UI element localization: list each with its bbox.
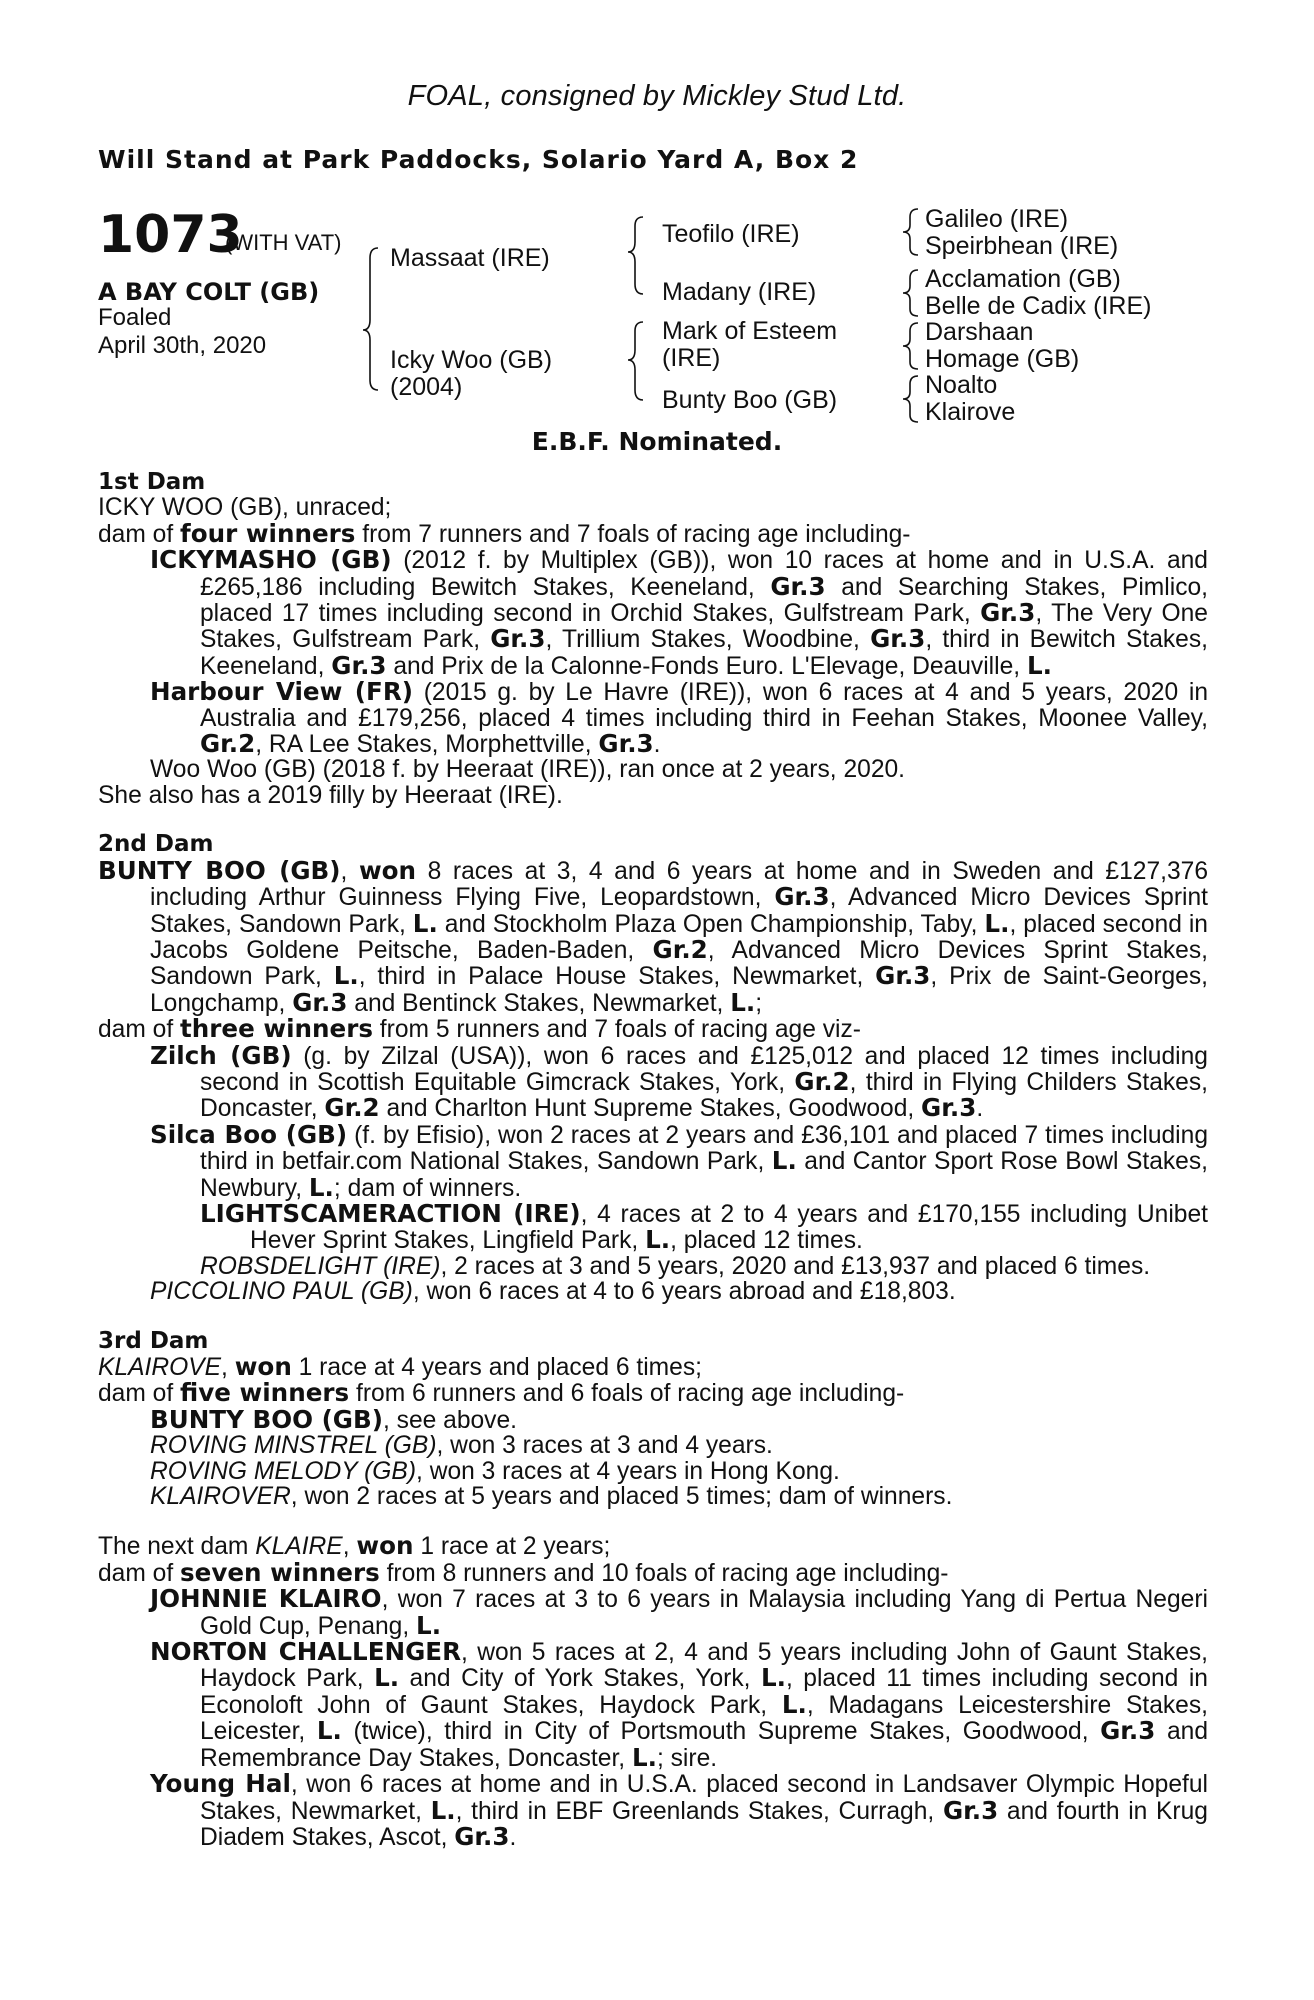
pedigree-dam-dam: Bunty Boo (GB) xyxy=(662,386,838,414)
pedigree-sds: Acclamation (GB) xyxy=(925,265,1121,293)
catalogue-body xyxy=(98,470,1208,1850)
second-dam-entry-silca-boo: Silca Boo (GB) (f. by Efisio), won 2 races at 2 years and £36,101 and placed 7 times including third in betfair.com National Stakes, Sandown Park, L. and Cantor Sport Rose Bowl Stakes, Newbury, L.; dam of winners. xyxy=(150,1119,1208,1202)
pedigree-sss: Galileo (IRE) xyxy=(925,205,1069,233)
first-dam-entry-harbour-view: Harbour View (FR) (2015 g. by Le Havre (IRE)), won 6 races at 4 and 5 years, 2020 in Australia and £179,256, placed 4 times including third in Feehan Stakes, Moonee Valley, Gr.2, RA Lee Stakes, Morphettville, Gr.3. xyxy=(150,677,1208,759)
first-dam-produce-summary: dam of four winners from 7 runners and 7 foals of racing age including- xyxy=(98,518,911,548)
vat-note: (WITH VAT) xyxy=(225,230,342,255)
second-dam-entry-piccolino-paul: PICCOLINO PAUL (GB), won 6 races at 4 to 6 years abroad and £18,803. xyxy=(150,1278,956,1306)
second-dam-intro: BUNTY BOO (GB), won 8 races at 3, 4 and 6 years at home and in Sweden and £127,376 including Arthur Guinness Flying Five, Leopardstown, Gr.3, Advanced Micro Devices Sprint Stakes, Sandown Park, L. and Stockholm Plaza Open Championship, Taby, L., placed second in Jacobs Goldene Peitsche, Baden-Baden, Gr.2, Advanced Micro Devices Sprint Stakes, Sandown Park, L., third in Palace House Stakes, Newmarket, Gr.3, Prix de Saint-Georges, Longchamp, Gr.3 and Bentinck Stakes, Newmarket, L.; xyxy=(98,855,1209,1017)
second-dam-entry-zilch: Zilch (GB) (g. by Zilzal (USA)), won 6 races and £125,012 and placed 12 times including second in Scottish Equitable Gimcrack Stakes, York, Gr.2, third in Flying Childers Stakes, Doncaster, Gr.2 and Charlton Hunt Supreme Stakes, Goodwood, Gr.3. xyxy=(150,1040,1208,1123)
next-dam-intro: The next dam KLAIRE, won 1 race at 2 years; xyxy=(98,1531,611,1561)
next-dam-produce-summary: dam of seven winners from 8 runners and 10 foals of racing age including- xyxy=(98,1557,949,1587)
pedigree-dam-sire-suffix: (IRE) xyxy=(662,344,721,372)
second-dam-entry-robsdelight: ROBSDELIGHT (IRE), 2 races at 3 and 5 years, 2020 and £13,937 and placed 6 times. xyxy=(200,1252,1151,1280)
consignor-line: FOAL, consigned by Mickley Stud Ltd. xyxy=(407,80,907,112)
pedigree-dam: Icky Woo (GB) xyxy=(390,346,553,374)
third-dam-entry-klairover: KLAIROVER, won 2 races at 5 years and placed 5 times; dam of winners. xyxy=(150,1483,953,1511)
pedigree-sdd: Belle de Cadix (IRE) xyxy=(925,292,1152,320)
foaled-label: Foaled xyxy=(98,304,172,331)
pedigree-ddd: Klairove xyxy=(925,398,1016,426)
pedigree-ssd: Speirbhean (IRE) xyxy=(925,232,1119,260)
horse-description: A BAY COLT (GB) xyxy=(98,278,320,306)
pedigree-dam-sire: Mark of Esteem xyxy=(662,317,838,345)
third-dam-heading: 3rd Dam xyxy=(98,1327,209,1354)
pedigree-dsd: Homage (GB) xyxy=(925,345,1080,373)
next-dam-entry-johnnie-klairo: JOHNNIE KLAIRO, won 7 races at 3 to 6 years in Malaysia including Yang di Pertua Negeri Gold Cup, Penang, L. xyxy=(150,1584,1208,1640)
first-dam-entry-ickymasho: ICKYMASHO (GB) (2012 f. by Multiplex (GB)), won 10 races at home and in U.S.A. and £265,186 including Bewitch Stakes, Keeneland, Gr.3 and Searching Stakes, Pimlico, placed 17 times including second in Orchid Stakes, Gulfstream Park, Gr.3, The Very One Stakes, Gulfstream Park, Gr.3, Trillium Stakes, Woodbine, Gr.3, third in Bewitch Stakes, Keeneland, Gr.3 and Prix de la Calonne-Fonds Euro. L'Elevage, Deauville, L. xyxy=(150,545,1209,680)
third-dam-entry-roving-minstrel: ROVING MINSTREL (GB), won 3 races at 3 and 4 years. xyxy=(150,1432,773,1460)
first-dam-intro: ICKY WOO (GB), unraced; xyxy=(98,494,392,522)
pedigree-sire-sire: Teofilo (IRE) xyxy=(662,220,800,248)
first-dam-entry-woo-woo: Woo Woo (GB) (2018 f. by Heeraat (IRE)), ran once at 2 years, 2020. xyxy=(150,756,906,784)
pedigree-sire: Massaat (IRE) xyxy=(390,244,550,272)
next-dam-entry-young-hal: Young Hal, won 6 races at home and in U.S.A. placed second in Landsaver Olympic Hopeful Stakes, Newmarket, L., third in EBF Greenlands Stakes, Curragh, Gr.3 and fourth in Krug Diadem Stakes, Ascot, Gr.3. xyxy=(150,1769,1208,1851)
lot-number: 1073 xyxy=(98,205,243,265)
third-dam-entry-roving-melody: ROVING MELODY (GB), won 3 races at 4 years in Hong Kong. xyxy=(150,1457,840,1485)
pedigree-dds: Noalto xyxy=(925,371,998,399)
next-dam-entry-norton-challenger: NORTON CHALLENGER, won 5 races at 2, 4 and 5 years including John of Gaunt Stakes, Haydock Park, L. and City of York Stakes, York, L., placed 11 times including second in Econoloft John of Gaunt Stakes, Haydock Park, L., Madagans Leicestershire Stakes, Leicester, L. (twice), third in City of Portsmouth Supreme Stakes, Goodwood, Gr.3 and Remembrance Day Stakes, Doncaster, L.; sire. xyxy=(150,1637,1209,1772)
second-dam-heading: 2nd Dam xyxy=(98,831,214,858)
foaled-date: April 30th, 2020 xyxy=(98,332,267,359)
pedigree-sire-dam: Madany (IRE) xyxy=(662,278,817,306)
stand-location: Will Stand at Park Paddocks, Solario Yard A, Box 2 xyxy=(98,145,859,174)
ebf-nominated: E.B.F. Nominated. xyxy=(531,427,783,456)
first-dam-also: She also has a 2019 filly by Heeraat (IRE). xyxy=(98,781,563,809)
third-dam-intro: KLAIROVE, won 1 race at 4 years and placed 6 times; xyxy=(98,1352,702,1381)
second-dam-produce-summary: dam of three winners from 5 runners and 7 foals of racing age viz- xyxy=(98,1014,861,1044)
first-dam-heading: 1st Dam xyxy=(98,469,206,495)
third-dam-entry-bunty-boo: BUNTY BOO (GB), see above. xyxy=(150,1404,517,1434)
second-dam-entry-lightscameraction: LIGHTSCAMERACTION (IRE), 4 races at 2 to 4 years and £170,155 including Unibet Hever Sprint Stakes, Lingfield Park, L., placed 12 times. xyxy=(200,1198,1208,1255)
pedigree-dss: Darshaan xyxy=(925,318,1034,346)
third-dam-produce-summary: dam of five winners from 6 runners and 6 foals of racing age including- xyxy=(98,1378,905,1408)
pedigree-dam-year: (2004) xyxy=(390,373,463,401)
